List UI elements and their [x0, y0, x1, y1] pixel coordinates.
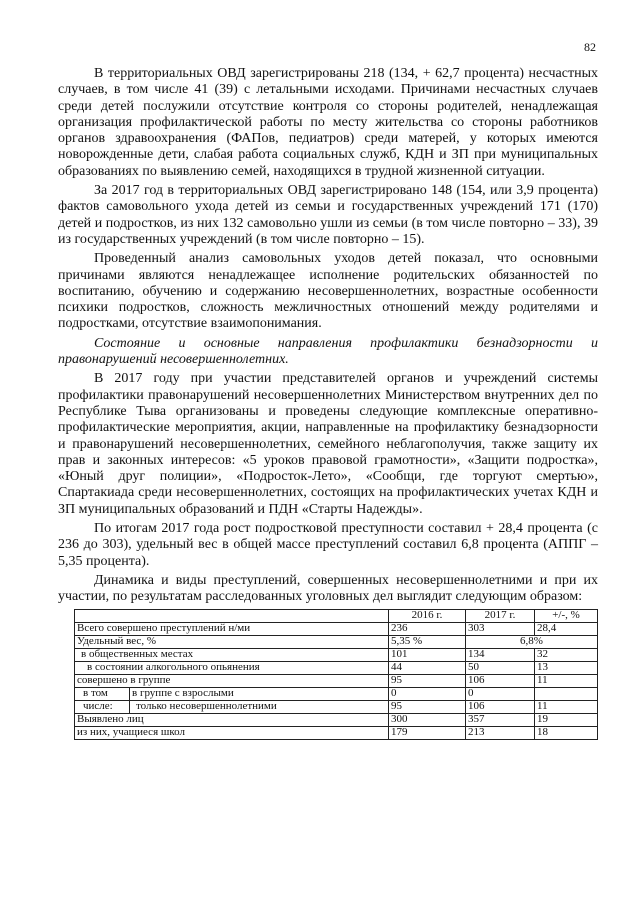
table-row [75, 648, 598, 661]
cell-2016: 0 [389, 687, 466, 700]
cell-2016: 236 [389, 622, 466, 635]
cell-delta: 19 [535, 713, 598, 726]
row-label: Удельный вес, % [75, 635, 389, 648]
table-header-row [75, 609, 598, 622]
table-row [75, 713, 598, 726]
cell-delta: 18 [535, 726, 598, 739]
cell-delta: 11 [535, 700, 598, 713]
row-label: в состоянии алкогольного опьянения [75, 661, 389, 674]
cell-2017: 0 [466, 687, 535, 700]
cell-delta: 11 [535, 674, 598, 687]
header-delta: +/-, % [535, 609, 598, 622]
cell-2016: 300 [389, 713, 466, 726]
cell-delta: 28,4 [535, 622, 598, 635]
cell-2017: 357 [466, 713, 535, 726]
row-label: только несовершеннолетними [130, 700, 389, 713]
cell-2017: 50 [466, 661, 535, 674]
crime-stats-table-wrap [58, 609, 598, 740]
paragraph-prevention-events: В 2017 году при участии представителей органов и учреждений системы профилактики правонарушений несовершеннолетних Министерством внутренних дел по Республике Тыва организованы и проведены следующие комплексные оперативно-профилактические мероприятия, акции, направленные на профилактику безнадзорности и правонарушений несовершеннолетних, семейного неблагополучия, также защиту их прав и законных интересов: «5 уроков правовой грамотности», «Защити подростка», «Юный друг полиции», «Подросток-Лето», «Сообщи, где торгуют смертью», Спартакиада среди несовершеннолетних, состоящих на профилактических учетах КДН и ЗП муниципальных образований и ПДН «Старты Надежды». [58, 371, 598, 517]
document-body [58, 66, 598, 740]
cell-2017: 106 [466, 674, 535, 687]
row-label: в группе с взрослыми [130, 687, 389, 700]
cell-2016: 5,35 % [389, 635, 466, 648]
row-sublabel: числе: [75, 700, 130, 713]
cell-2016: 95 [389, 700, 466, 713]
paragraph-runaway-analysis: Проведенный анализ самовольных уходов детей показал, что основными причинами являются ненадлежащее исполнение родительских обязанностей по воспитанию, обучению и содержанию несовершеннолетних, возрастные особенности психики подростков, сложность межличностных отношений между родителями и подростками, отсутствие взаимопонимания. [58, 251, 598, 332]
row-label: Выявлено лиц [75, 713, 389, 726]
cell-2017: 106 [466, 700, 535, 713]
paragraph-crime-growth: По итогам 2017 года рост подростковой преступности составил + 28,4 процента (с 236 до 303), удельный вес в общей массе преступлений составил 6,8 процента (АППГ – 5,35 процента). [58, 521, 598, 569]
table-row [75, 635, 598, 648]
section-heading: Состояние и основные направления профилактики безнадзорности и правонарушений несовершеннолетних. [58, 335, 598, 368]
paragraph-accidents: В территориальных ОВД зарегистрированы 218 (134, + 62,7 процента) несчастных случаев, в том числе 41 (39) с летальными исходами. Причинами несчастных случаев среди детей послужили отсутствие контроля со стороны родителей, ненадлежащая организация профилактической работы по месту жительства со стороны работников органов здравоохранения (ФАПов, педиатров) среди матерей, у которых имеются новорожденные дети, слабая работа социальных служб, КДН и ЗП при муниципальных образованиях по выявлению семей, находящихся в трудной жизненной ситуации. [58, 66, 598, 179]
header-2017: 2017 г. [466, 609, 535, 622]
table-row [75, 622, 598, 635]
table-row [75, 661, 598, 674]
table-row [75, 674, 598, 687]
paragraph-runaways: За 2017 год в территориальных ОВД зарегистрировано 148 (154, или 3,9 процента) фактов самовольного ухода детей из семьи и государственных учреждений 171 (170) детей и подростков, из них 132 самовольно ушли из семьи (в том числе повторно – 33), 39 из государственных учреждений (в том числе повторно – 15). [58, 183, 598, 247]
crime-stats-table [74, 609, 598, 740]
table-row [75, 687, 598, 700]
row-label: из них, учащиеся школ [75, 726, 389, 739]
cell-delta: 13 [535, 661, 598, 674]
cell-delta [535, 687, 598, 700]
cell-2017: 213 [466, 726, 535, 739]
header-label-cell [75, 609, 389, 622]
cell-delta: 32 [535, 648, 598, 661]
table-row [75, 700, 598, 713]
cell-2016: 101 [389, 648, 466, 661]
paragraph-table-intro: Динамика и виды преступлений, совершенных несовершеннолетними и при их участии, по результатам расследованных уголовных дел выглядит следующим образом: [58, 572, 598, 605]
cell-2016: 44 [389, 661, 466, 674]
cell-2017: 134 [466, 648, 535, 661]
cell-2016: 179 [389, 726, 466, 739]
page-number: 82 [584, 40, 596, 54]
row-sublabel: в том [75, 687, 130, 700]
row-label: Всего совершено преступлений н/ми [75, 622, 389, 635]
row-label: совершено в группе [75, 674, 389, 687]
row-label: в общественных местах [75, 648, 389, 661]
cell-2017: 6,8% [466, 635, 598, 648]
header-2016: 2016 г. [389, 609, 466, 622]
cell-2017: 303 [466, 622, 535, 635]
cell-2016: 95 [389, 674, 466, 687]
table-row [75, 726, 598, 739]
